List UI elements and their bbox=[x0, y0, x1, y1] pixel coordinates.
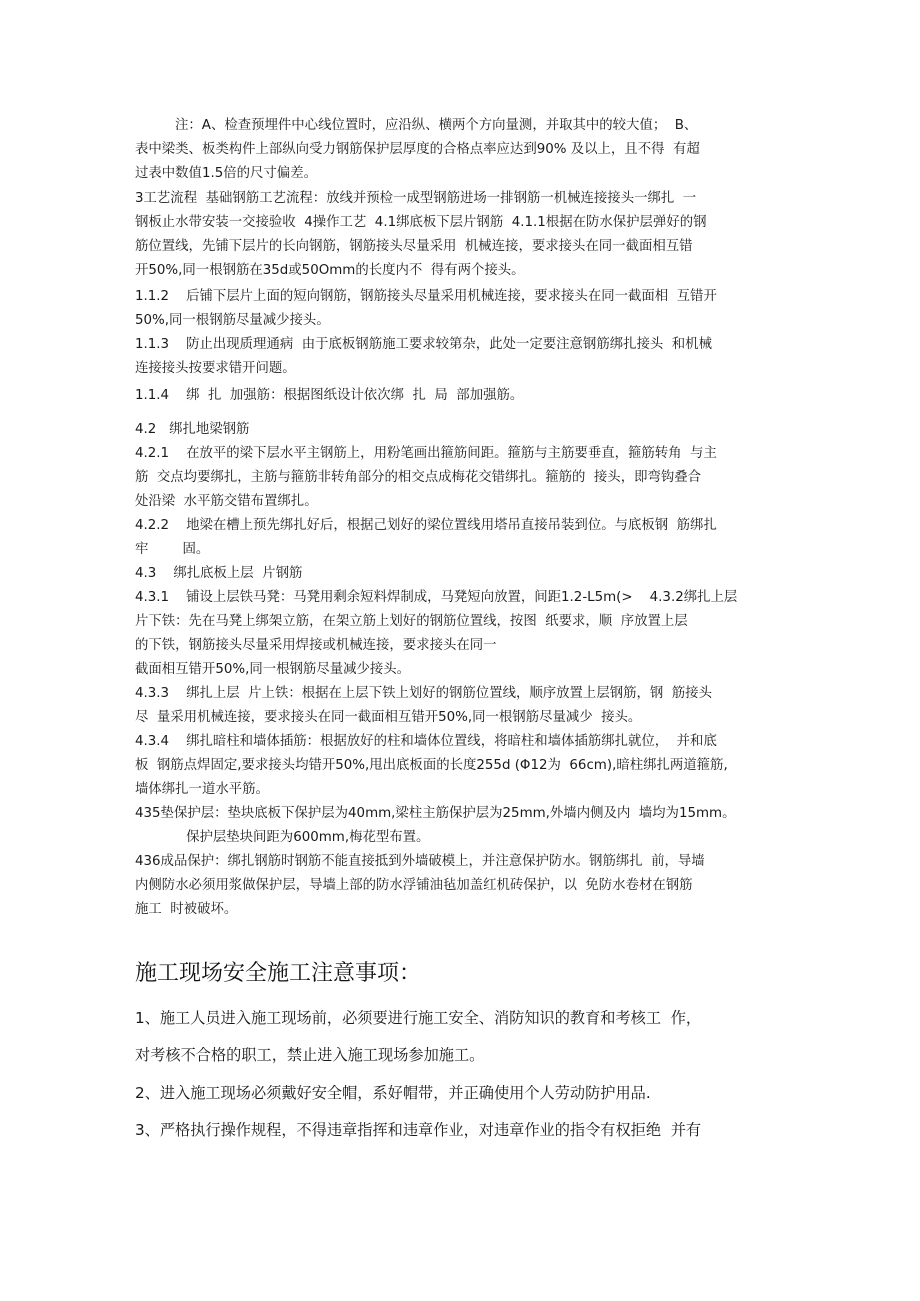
paragraph-line: 墙体绑扎一道水平筋。 bbox=[135, 782, 269, 797]
safety-item-2 bbox=[135, 1077, 795, 1109]
note-line: 注：A、检查预埋件中心线位置时，应沿纵、横两个方向量测，并取其中的较大值； B、 bbox=[175, 118, 698, 133]
paragraph-line: 1.1.4 绑 扎 加强筋：根据图纸设计依次绑 扎 局 部加强筋。 bbox=[135, 388, 524, 403]
process-flow-paragraph bbox=[135, 187, 785, 283]
section-1-1-2 bbox=[135, 285, 785, 333]
section-1-1-3 bbox=[135, 333, 785, 381]
section-1-1-4 bbox=[135, 384, 785, 408]
paragraph-line: 436成品保护：绑扎钢筋时钢筋不能直接抵到外墙破模上，并注意保护防水。钢筋绑扎 前，导墙 bbox=[135, 854, 705, 869]
safety-item-1-cont bbox=[135, 1039, 795, 1071]
safety-heading: 施工现场安全施工注意事项： bbox=[135, 961, 422, 986]
paragraph-line: 施工 时被破坏。 bbox=[135, 902, 238, 917]
safety-line: 1、施工人员进入施工现场前，必须要进行施工安全、消防知识的教育和考核工 作， bbox=[135, 1009, 702, 1027]
paragraph-line: 4.3.4 绑扎暗柱和墙体插筋：根据放好的柱和墙体位置线，将暗柱和墙体插筋绑扎就位， 并和底 bbox=[135, 734, 717, 749]
safety-item-1 bbox=[135, 1002, 795, 1034]
paragraph-line: 处沿梁 水平筋交错布置绑扎。 bbox=[135, 494, 318, 509]
safety-item-3 bbox=[135, 1114, 795, 1146]
paragraph-line: 1.1.2 后铺下层片上面的短向钢筋，钢筋接头尽量采用机械连接，要求接头在同一截面相 互错开 bbox=[135, 289, 717, 304]
paragraph-line: 截面相互错开50%,同一根钢筋尽量减少接头。 bbox=[135, 662, 411, 677]
section-4-2-4-3 bbox=[135, 418, 785, 922]
inspection-note bbox=[135, 114, 785, 186]
paragraph-line: 钢板止水带安装一交接验收 4操作工艺 4.1绑底板下层片钢筋 4.1.1根据在防水保护层弹好的钢 bbox=[135, 215, 707, 230]
paragraph-line: 板 钢筋点焊固定,要求接头均错开50%,甩出底板面的长度255d (Φ12为 66cm),暗柱绑扎两道箍筋, bbox=[135, 758, 728, 773]
paragraph-line: 50%,同一根钢筋尽量减少接头。 bbox=[135, 313, 330, 328]
paragraph-line: 4.3.1 铺设上层铁马凳：马凳用剩余短料焊制成，马凳短向放置，间距1.2-L5m(> 4.3.2绑扎上层 bbox=[135, 590, 738, 605]
paragraph-line: 牢 固。 bbox=[135, 542, 210, 557]
paragraph-line: 的下铁，钢筋接头尽量采用焊接或机械连接，要求接头在同一 bbox=[135, 638, 497, 653]
paragraph-line: 4.2.1 在放平的梁下层水平主钢筋上，用粉笔画出箍筋间距。箍筋与主筋要垂直，箍筋转角 与主 bbox=[135, 446, 717, 461]
paragraph-line: 筋位置线，先铺下层片的长向钢筋，钢筋接头尽量采用 机械连接，要求接头在同一截面相互错 bbox=[135, 239, 693, 254]
safety-line: 3、严格执行操作规程，不得违章指挥和违章作业，对违章作业的指令有权拒绝 并有 bbox=[135, 1121, 702, 1139]
paragraph-line: 4.3.3 绑扎上层 片上铁：根据在上层下铁上划好的钢筋位置线，顺序放置上层钢筋，钢 筋接头 bbox=[135, 686, 712, 701]
safety-line: 对考核不合格的职工，禁止进入施工现场参加施工。 bbox=[135, 1046, 485, 1064]
paragraph-line: 片下铁：先在马凳上绑架立筋，在架立筋上划好的钢筋位置线，按图 纸要求，顺 序放置上层 bbox=[135, 614, 688, 629]
paragraph-line: 内侧防水必须用浆做保护层，导墙上部的防水浮铺油毡加盖红机砖保护，以 免防水卷材在钢筋 bbox=[135, 878, 693, 893]
subheading: 4.3 绑扎底板上层 片钢筋 bbox=[135, 566, 303, 581]
paragraph-line: 1.1.3 防止出现质理通病 由于底板钢筋施工要求较第杂，此处一定要注意钢筋绑扎接头 和机械 bbox=[135, 337, 712, 352]
paragraph-line: 尽 量采用机械连接，要求接头在同一截面相互错开50%,同一根钢筋尽量减少 接头。 bbox=[135, 710, 642, 725]
paragraph-line: 开50%,同一根钢筋在35d或50Omm的长度内不 得有两个接头。 bbox=[135, 263, 525, 278]
note-line: 表中梁类、板类构件上部纵向受力钢筋保护层厚度的合格点率应达到90% 及以上，且不得 有超 bbox=[135, 142, 700, 157]
paragraph-line: 保护层垫块间距为600mm,梅花型布置。 bbox=[135, 830, 430, 845]
paragraph-line: 连接接头按要求错开问题。 bbox=[135, 361, 296, 376]
safety-line: 2、进入施工现场必须戴好安全帽，系好帽带，并正确使用个人劳动防护用品. bbox=[135, 1084, 651, 1102]
paragraph-line: 筋 交点均要绑扎，主筋与箍筋非转角部分的相交点成梅花交错绑扎。箍筋的 接头，即弯钩叠合 bbox=[135, 470, 702, 485]
subheading: 4.2 绑扎地梁钢筋 bbox=[135, 422, 250, 437]
paragraph-line: 3工艺流程 基础钢筋工艺流程：放线并预检一成型钢筋进场一排钢筋一机械连接接头一绑扎 一 bbox=[135, 191, 697, 206]
paragraph-line: 435垫保护层：垫块底板下保护层为40mm,梁柱主筋保护层为25mm,外墙内侧及内 墙均为15mm。 bbox=[135, 806, 736, 821]
paragraph-line: 4.2.2 地梁在槽上预先绑扎好后，根据己划好的梁位置线用塔吊直接吊装到位。与底板钢 筋绑扎 bbox=[135, 518, 717, 533]
note-line: 过表中数值1.5倍的尺寸偏差。 bbox=[135, 166, 317, 181]
